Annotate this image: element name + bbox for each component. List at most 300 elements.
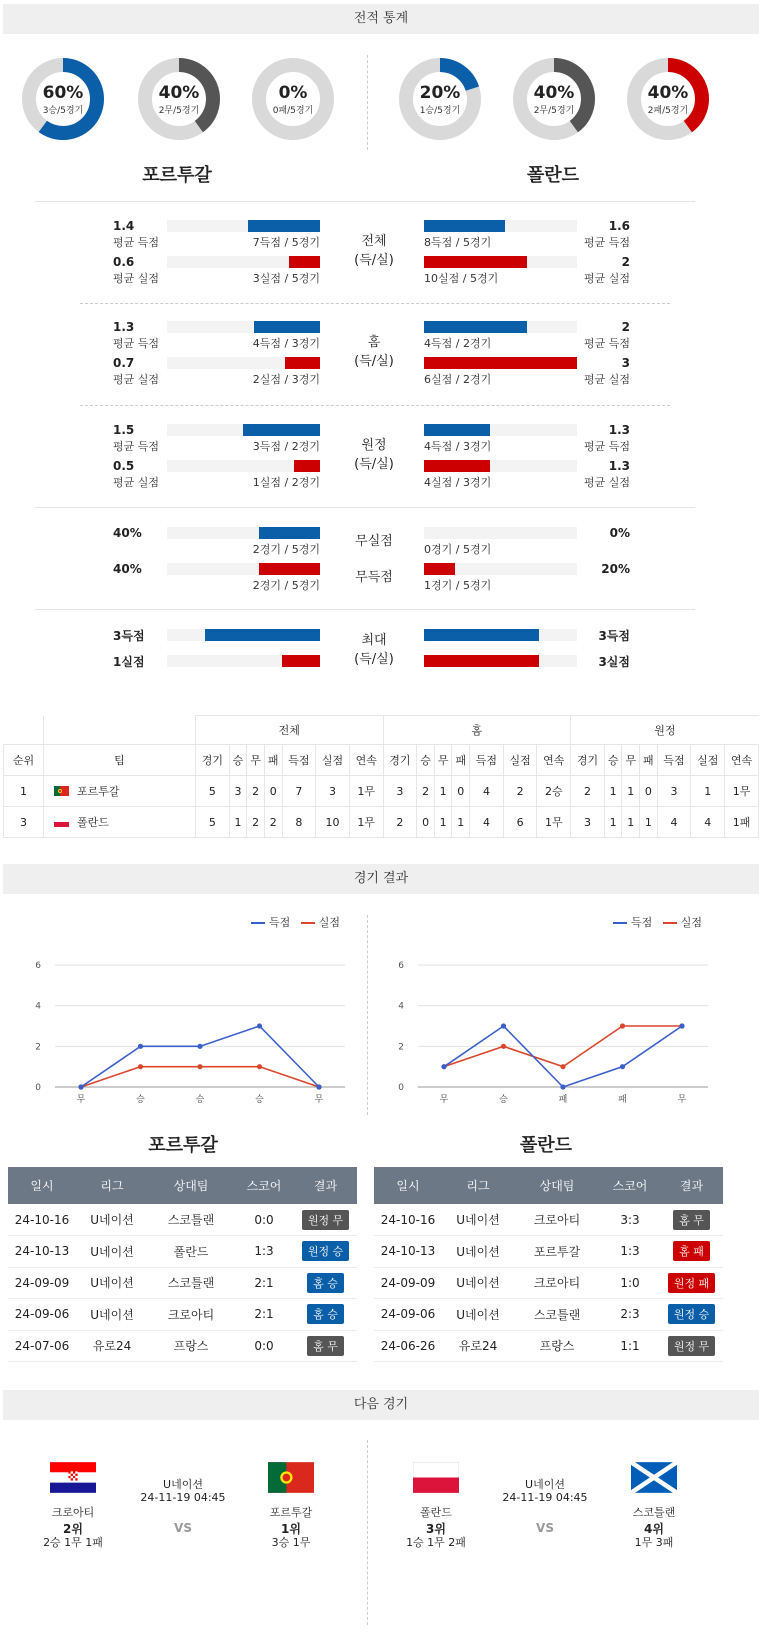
result-score: 3:3	[600, 1204, 660, 1236]
stat-cell: 4	[470, 776, 504, 807]
data-point	[441, 1064, 446, 1069]
result-badge: 홈 패	[673, 1241, 710, 1261]
stat-cell: 1	[604, 776, 622, 807]
stat-bar-track	[167, 321, 320, 333]
stat-bar-track	[167, 256, 320, 268]
stat-cell: 4	[470, 807, 504, 838]
result-score: 0:0	[234, 1330, 294, 1362]
result-date: 24-09-06	[374, 1299, 442, 1331]
section-header-record-stats: 전적 통계	[3, 4, 759, 34]
result-date: 24-10-16	[374, 1204, 442, 1236]
column-header: 상대팀	[514, 1167, 600, 1204]
column-header: 일시	[374, 1167, 442, 1204]
stat-bar-fill	[424, 220, 505, 232]
standings-table	[3, 715, 759, 838]
stat-label-right: 평균 실점	[583, 373, 630, 386]
chart-legend-right: 득점 실점	[613, 914, 702, 930]
stat-cell: 3	[571, 807, 605, 838]
divider	[80, 303, 670, 304]
column-header: 승	[229, 745, 247, 776]
stat-cell: 4	[657, 807, 691, 838]
result-score: 0:0	[234, 1204, 294, 1236]
divider	[35, 201, 695, 202]
stat-cell: 0	[452, 776, 470, 807]
results-table-left	[8, 1167, 357, 1362]
next-team-record: 3승 1무	[271, 1536, 311, 1549]
y-tick-label: 2	[398, 1042, 404, 1053]
column-header: 경기	[571, 745, 605, 776]
x-tick-label: 승	[499, 1095, 508, 1105]
result-league: U네이션	[76, 1267, 148, 1299]
column-header: 상대팀	[148, 1167, 234, 1204]
table-row	[374, 1236, 723, 1268]
stat-cell: 1무	[725, 776, 759, 807]
stat-cell: 1	[640, 807, 658, 838]
stat-cell: 1	[229, 807, 247, 838]
stat-note-right: 4득점 / 2경기	[424, 337, 492, 350]
stat-bar-track	[167, 655, 320, 667]
stat-cell: 1패	[725, 807, 759, 838]
stat-label-right: 평균 실점	[583, 476, 630, 489]
column-header: 무	[622, 745, 640, 776]
stat-note-left: 1실점 / 2경기	[252, 476, 320, 489]
stat-cell: 2	[383, 807, 417, 838]
result-date: 24-07-06	[8, 1330, 76, 1362]
stat-cell: 2승	[537, 776, 571, 807]
divider	[367, 915, 368, 1115]
column-header: 스코어	[600, 1167, 660, 1204]
result-badge: 원정 패	[668, 1273, 715, 1293]
donut-percent: 0%	[278, 83, 308, 103]
stat-cell: 8	[282, 807, 316, 838]
results-team-right: 폴란드	[519, 1135, 573, 1156]
stat-category-title: 전체	[361, 234, 387, 249]
stat-label-left: 평균 득점	[113, 236, 160, 249]
legend-line-icon	[613, 922, 627, 924]
series-line-0	[81, 1026, 319, 1087]
table-row	[374, 1330, 723, 1362]
data-point	[138, 1044, 143, 1049]
data-point	[560, 1064, 565, 1069]
y-tick-label: 4	[398, 1001, 404, 1012]
data-point	[78, 1084, 83, 1089]
stat-cell: 1	[622, 776, 640, 807]
column-header: 연속	[537, 745, 571, 776]
stat-bar-track	[167, 424, 320, 436]
stat-bar-fill	[254, 321, 320, 333]
stat-bar-fill	[289, 256, 320, 268]
stat-cell: 7	[282, 776, 316, 807]
stat-value-right: 20%	[601, 562, 630, 576]
stat-label-left: 평균 실점	[113, 373, 160, 386]
next-team-name: 스코틀랜	[632, 1506, 676, 1519]
result-opp: 프랑스	[514, 1330, 600, 1362]
results-header-row	[8, 1167, 357, 1204]
next-team-name: 포르투갈	[269, 1506, 313, 1519]
results-table-right	[374, 1167, 723, 1362]
stat-cell: 0	[417, 807, 435, 838]
next-datetime: 24-11-19 04:45	[502, 1491, 588, 1504]
table-row	[8, 1330, 357, 1362]
section-header-match-results: 경기 결과	[3, 864, 759, 894]
result-badge: 홈 승	[307, 1304, 344, 1324]
column-header: 득점	[470, 745, 504, 776]
donut-percent: 40%	[158, 83, 200, 103]
table-row	[8, 1204, 357, 1236]
result-score: 2:3	[600, 1299, 660, 1331]
stat-category-title: 홈	[367, 335, 381, 350]
stat-value-left: 1.5	[113, 423, 135, 437]
column-header: 순위	[4, 745, 44, 776]
result-badge: 원정 무	[302, 1210, 349, 1230]
stat-bar-track	[167, 460, 320, 472]
stat-cell: 2	[571, 776, 605, 807]
data-point	[501, 1023, 506, 1028]
stat-cell: 2	[247, 807, 265, 838]
stat-bar-fill	[248, 220, 320, 232]
next-league: U네이션	[525, 1478, 565, 1491]
flag-pl-icon	[413, 1462, 459, 1493]
next-team-name: 폴란드	[420, 1506, 452, 1519]
stat-value-right: 2	[621, 320, 630, 334]
table-row	[8, 1267, 357, 1299]
stat-value-left: 0.6	[113, 255, 135, 269]
data-point	[257, 1023, 262, 1028]
x-tick-label: 승	[195, 1095, 205, 1105]
stat-value-left: 0.7	[113, 356, 135, 370]
result-badge: 홈 무	[673, 1210, 710, 1230]
stat-value-left: 40%	[113, 562, 142, 576]
result-opp: 포르투갈	[514, 1236, 600, 1268]
stat-value-left: 0.5	[113, 459, 135, 473]
column-header: 결과	[660, 1167, 723, 1204]
data-point	[501, 1044, 506, 1049]
stat-category-label	[344, 232, 404, 270]
column-header: 패	[452, 745, 470, 776]
next-datetime: 24-11-19 04:45	[140, 1491, 226, 1504]
stat-category-label	[344, 631, 404, 669]
data-point	[679, 1023, 684, 1028]
team-flag	[413, 1462, 459, 1496]
divider	[367, 1440, 368, 1625]
stat-cell: 3	[383, 776, 417, 807]
donut-percent: 20%	[419, 83, 461, 103]
result-badge: 원정 승	[668, 1304, 715, 1324]
donut-chart	[251, 57, 335, 141]
stat-category-label: 무실점	[355, 534, 393, 549]
result-date: 24-09-09	[8, 1267, 76, 1299]
stat-note-right: 1경기 / 5경기	[424, 579, 492, 592]
stat-note-right: 4득점 / 3경기	[424, 440, 492, 453]
flag-pt-icon	[268, 1462, 314, 1493]
column-header: 승	[604, 745, 622, 776]
stat-value-left: 1실점	[113, 655, 145, 669]
next-team-rank: 1위	[281, 1522, 301, 1536]
stat-label-left: 평균 득점	[113, 440, 160, 453]
stat-bar-fill	[424, 629, 539, 641]
line-chart-left	[25, 955, 355, 1110]
table-row	[8, 1236, 357, 1268]
result-date: 24-10-16	[8, 1204, 76, 1236]
x-tick-label: 무	[314, 1095, 324, 1105]
donut-chart	[137, 57, 221, 141]
stat-cell: 1	[622, 807, 640, 838]
y-tick-label: 4	[35, 1001, 41, 1012]
team-flag	[631, 1462, 677, 1496]
stat-cell: 1	[691, 776, 725, 807]
next-team-name: 크로아티	[51, 1506, 95, 1519]
column-header: 리그	[442, 1167, 514, 1204]
data-point	[620, 1023, 625, 1028]
next-team-rank: 3위	[426, 1522, 446, 1536]
stat-note-left: 2경기 / 5경기	[252, 579, 320, 592]
stat-value-right: 3실점	[598, 655, 630, 669]
stat-value-right: 3득점	[598, 629, 630, 643]
stat-cell: 5	[196, 807, 230, 838]
next-team-record: 2승 1무 1패	[43, 1536, 103, 1549]
donut-chart	[626, 57, 710, 141]
legend-line-icon	[251, 922, 265, 924]
column-header: 무	[247, 745, 265, 776]
stat-bar-track	[167, 527, 320, 539]
divider	[367, 55, 368, 150]
column-header: 결과	[294, 1167, 357, 1204]
result-opp: 크로아티	[514, 1204, 600, 1236]
series-line-1	[81, 1067, 319, 1087]
result-opp: 스코틀랜	[148, 1267, 234, 1299]
stat-bar-fill	[424, 563, 455, 575]
result-league: U네이션	[442, 1267, 514, 1299]
stat-category-sub: (득/실)	[354, 457, 394, 472]
column-header: 승	[417, 745, 435, 776]
next-team-record: 1무 3패	[634, 1536, 674, 1549]
stat-cell: 2	[503, 776, 537, 807]
stat-value-right: 1.3	[608, 459, 630, 473]
stat-note-right: 8득점 / 5경기	[424, 236, 492, 249]
stat-category-label	[344, 436, 404, 474]
stat-bar-track	[167, 563, 320, 575]
y-tick-label: 0	[35, 1083, 41, 1093]
group-header-away: 원정	[571, 716, 759, 745]
stat-cell: 0	[640, 776, 658, 807]
x-tick-label: 패	[558, 1095, 568, 1105]
data-point	[138, 1064, 143, 1069]
stat-bar-fill	[424, 655, 539, 667]
stat-note-left: 3득점 / 2경기	[252, 440, 320, 453]
stat-cell: 1무	[537, 807, 571, 838]
result-opp: 스코틀랜	[148, 1204, 234, 1236]
result-score: 2:1	[234, 1267, 294, 1299]
stat-cell: 1	[434, 807, 452, 838]
section-header-next-match: 다음 경기	[3, 1390, 759, 1420]
stat-bar-track	[167, 220, 320, 232]
column-header: 실점	[691, 745, 725, 776]
x-tick-label: 무	[76, 1095, 86, 1105]
stat-value-left: 1.3	[113, 320, 135, 334]
stat-cell: 3	[657, 776, 691, 807]
next-league: U네이션	[163, 1478, 203, 1491]
stat-bar-track	[167, 357, 320, 369]
stat-value-right: 3	[621, 356, 630, 370]
team-name: 포르투갈	[77, 785, 120, 798]
stat-cell: 1	[452, 807, 470, 838]
team-flag	[268, 1462, 314, 1496]
result-badge: 홈 무	[307, 1336, 344, 1356]
result-league: U네이션	[442, 1204, 514, 1236]
table-row	[374, 1299, 723, 1331]
stat-cell: 6	[503, 807, 537, 838]
result-opp: 폴란드	[148, 1236, 234, 1268]
donut-chart	[21, 57, 105, 141]
stat-label-right: 평균 득점	[583, 440, 630, 453]
stat-category-sub: (득/실)	[354, 354, 394, 369]
flag-hr-icon	[50, 1462, 96, 1493]
legend-line-icon	[301, 922, 315, 924]
column-header: 득점	[282, 745, 316, 776]
result-score: 1:0	[600, 1267, 660, 1299]
donut-chart	[512, 57, 596, 141]
stat-note-right: 6실점 / 2경기	[424, 373, 492, 386]
group-header-total: 전체	[196, 716, 384, 745]
column-header: 팀	[44, 745, 196, 776]
standings-header-row	[4, 745, 759, 776]
stat-cell: 1	[604, 807, 622, 838]
stat-note-right: 0경기 / 5경기	[424, 543, 492, 556]
divider	[80, 405, 670, 406]
column-header: 무	[434, 745, 452, 776]
team-name: 폴란드	[77, 816, 109, 829]
stat-note-left: 7득점 / 5경기	[252, 236, 320, 249]
stat-label-right: 평균 실점	[583, 272, 630, 285]
table-row	[4, 776, 759, 807]
donut-caption: 3승/5경기	[42, 106, 84, 116]
donut-percent: 40%	[533, 83, 575, 103]
stat-bar-fill	[424, 321, 527, 333]
stat-value-right: 1.3	[608, 423, 630, 437]
stat-category-title: 원정	[361, 438, 387, 453]
results-header-row	[374, 1167, 723, 1204]
stat-value-right: 0%	[609, 526, 630, 540]
column-header: 스코어	[234, 1167, 294, 1204]
line-chart-right	[388, 955, 718, 1110]
table-row	[374, 1204, 723, 1236]
team-name-left: 포르투갈	[142, 165, 212, 186]
column-header: 패	[640, 745, 658, 776]
stat-note-right: 4실점 / 3경기	[424, 476, 492, 489]
stat-category-title: 최대	[361, 633, 387, 648]
stat-cell: 2	[417, 776, 435, 807]
stat-label-left: 평균 실점	[113, 476, 160, 489]
donut-caption: 2무/5경기	[533, 106, 575, 116]
next-team-rank: 4위	[644, 1522, 664, 1536]
flag-pt-icon	[54, 786, 69, 796]
legend-line-icon	[663, 922, 677, 924]
column-header: 리그	[76, 1167, 148, 1204]
y-tick-label: 6	[35, 961, 41, 971]
rank-cell: 1	[4, 776, 44, 807]
stat-cell: 1무	[349, 807, 383, 838]
stat-note-left: 4득점 / 3경기	[252, 337, 320, 350]
data-point	[197, 1064, 202, 1069]
stat-cell: 3	[316, 776, 350, 807]
stat-note-left: 2경기 / 5경기	[252, 543, 320, 556]
stat-bar-fill	[424, 424, 490, 436]
result-badge: 홈 승	[307, 1273, 344, 1293]
result-league: U네이션	[442, 1299, 514, 1331]
stat-cell: 5	[196, 776, 230, 807]
result-league: U네이션	[442, 1236, 514, 1268]
stat-bar-fill	[294, 460, 320, 472]
result-score: 1:3	[600, 1236, 660, 1268]
result-badge: 원정 승	[302, 1241, 349, 1261]
vs-label: VS	[536, 1521, 554, 1535]
stat-category-sub: (득/실)	[354, 652, 394, 667]
result-score: 2:1	[234, 1299, 294, 1331]
stat-label-right: 평균 득점	[583, 337, 630, 350]
stat-bar-fill	[205, 629, 320, 641]
stat-cell: 0	[264, 776, 282, 807]
stat-label-right: 평균 득점	[583, 236, 630, 249]
result-score: 1:1	[600, 1330, 660, 1362]
stat-value-left: 40%	[113, 526, 142, 540]
column-header: 연속	[349, 745, 383, 776]
stat-bar-fill	[243, 424, 320, 436]
x-tick-label: 무	[677, 1095, 687, 1105]
team-cell	[44, 776, 196, 807]
team-cell	[44, 807, 196, 838]
result-date: 24-09-06	[8, 1299, 76, 1331]
x-tick-label: 패	[618, 1095, 627, 1105]
column-header: 패	[264, 745, 282, 776]
column-header: 일시	[8, 1167, 76, 1204]
y-tick-label: 6	[398, 961, 404, 971]
table-row	[8, 1299, 357, 1331]
table-row	[4, 807, 759, 838]
next-team-record: 1승 1무 2패	[406, 1536, 466, 1549]
team-flag	[50, 1462, 96, 1496]
stat-cell: 2	[247, 776, 265, 807]
series-line-0	[444, 1026, 682, 1087]
result-opp: 크로아티	[148, 1299, 234, 1331]
result-opp: 프랑스	[148, 1330, 234, 1362]
result-league: U네이션	[76, 1299, 148, 1331]
donut-percent: 40%	[647, 83, 689, 103]
donut-chart	[398, 57, 482, 141]
column-header: 실점	[316, 745, 350, 776]
result-date: 24-10-13	[8, 1236, 76, 1268]
stat-bar-track	[167, 629, 320, 641]
stat-category-label: 무득점	[355, 570, 393, 585]
stat-value-left: 3득점	[113, 629, 145, 643]
stat-note-left: 2실점 / 3경기	[252, 373, 320, 386]
result-league: 유로24	[442, 1330, 514, 1362]
result-date: 24-09-09	[374, 1267, 442, 1299]
stat-bar-fill	[259, 527, 320, 539]
data-point	[316, 1084, 321, 1089]
stat-category-sub: (득/실)	[354, 253, 394, 268]
rank-cell: 3	[4, 807, 44, 838]
result-date: 24-06-26	[374, 1330, 442, 1362]
donut-caption: 1승/5경기	[419, 106, 461, 116]
stat-cell: 3	[229, 776, 247, 807]
x-tick-label: 승	[136, 1095, 145, 1105]
donut-caption: 2무/5경기	[158, 106, 200, 116]
column-header: 득점	[657, 745, 691, 776]
stat-cell: 1	[434, 776, 452, 807]
stat-bar-fill	[424, 460, 490, 472]
donut-caption: 2패/5경기	[647, 106, 689, 116]
data-point	[257, 1064, 262, 1069]
